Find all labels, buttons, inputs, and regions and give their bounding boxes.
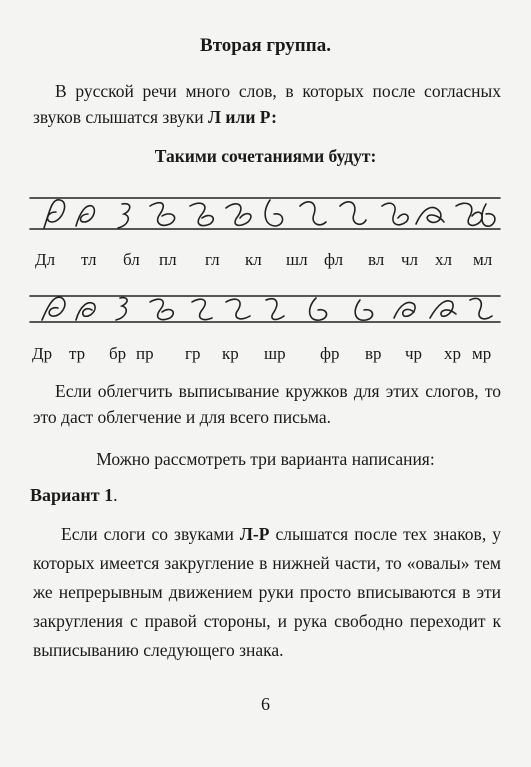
paragraph-variants-intro: Можно рассмотреть три варианта написания: <box>96 449 435 469</box>
syllable-label: кл <box>245 250 262 269</box>
shorthand-glyph <box>266 299 284 320</box>
variant1-text-end: слышатся после тех знаков, у которых имеется закругление в нижней части, то «овалы» тем же непрерывным движением руки просто вписываются в эти закругления с правой стороны, и рука свободно переходит к выписыванию следующего знака. <box>33 524 501 660</box>
syllable-label: тл <box>81 250 97 269</box>
syllable-label: бр <box>109 344 127 363</box>
syllable-label: мр <box>472 344 492 363</box>
shorthand-glyph <box>150 299 173 319</box>
syllable-label: вл <box>368 250 385 269</box>
syllable-label: шр <box>264 344 286 363</box>
syllable-label: Дл <box>35 250 56 269</box>
syllable-label: хл <box>435 250 452 269</box>
syllable-label: бл <box>123 250 140 269</box>
variant-suffix: . <box>113 485 118 505</box>
syllable-label: фл <box>324 250 344 269</box>
paragraph-simplify: Если облегчить выписывание кружков для этих слогов, то это даст облегчение и для всего письма. <box>33 381 501 427</box>
page-number: 6 <box>261 694 270 714</box>
syllable-label: шл <box>286 250 308 269</box>
shorthand-glyph <box>355 300 372 320</box>
paragraph-variant-1 <box>33 520 501 665</box>
letters-row-2 <box>32 344 495 366</box>
shorthand-glyph <box>394 303 415 318</box>
variant-label: Вариант 1 <box>30 485 114 505</box>
syllable-label: фр <box>320 344 340 363</box>
syllable-label: Др <box>32 344 53 363</box>
shorthand-glyph <box>192 299 212 319</box>
shorthand-glyph <box>430 301 456 318</box>
shorthand-glyph <box>42 297 65 320</box>
shorthand-glyph <box>116 298 127 320</box>
syllable-label: кр <box>222 344 239 363</box>
section-title: Вторая группа. <box>200 35 331 56</box>
combinations-heading: Такими сочетаниями будут: <box>154 146 377 166</box>
variant-heading <box>30 485 118 506</box>
syllable-label: гл <box>205 250 220 269</box>
syllable-label: хр <box>444 344 461 363</box>
syllable-label: пр <box>136 344 154 363</box>
syllable-label: гр <box>185 344 201 363</box>
syllable-label: тр <box>69 344 86 363</box>
shorthand-glyph <box>226 299 250 319</box>
intro-text: В русской речи много слов, в которых после согласных звуков слышатся звуки <box>33 81 501 127</box>
syllable-label: мл <box>473 250 493 269</box>
shorthand-glyph <box>470 298 492 318</box>
shorthand-glyph <box>76 303 95 320</box>
syllable-label: чр <box>405 344 423 363</box>
shorthand-glyph <box>310 298 327 320</box>
syllable-label: вр <box>365 344 382 363</box>
syllable-label: пл <box>159 250 177 269</box>
syllable-label: чл <box>401 250 419 269</box>
variant1-bold: Л-Р <box>239 524 270 544</box>
intro-bold: Л или Р: <box>208 107 277 127</box>
variant1-text-start: Если слоги со звуками <box>61 524 240 544</box>
